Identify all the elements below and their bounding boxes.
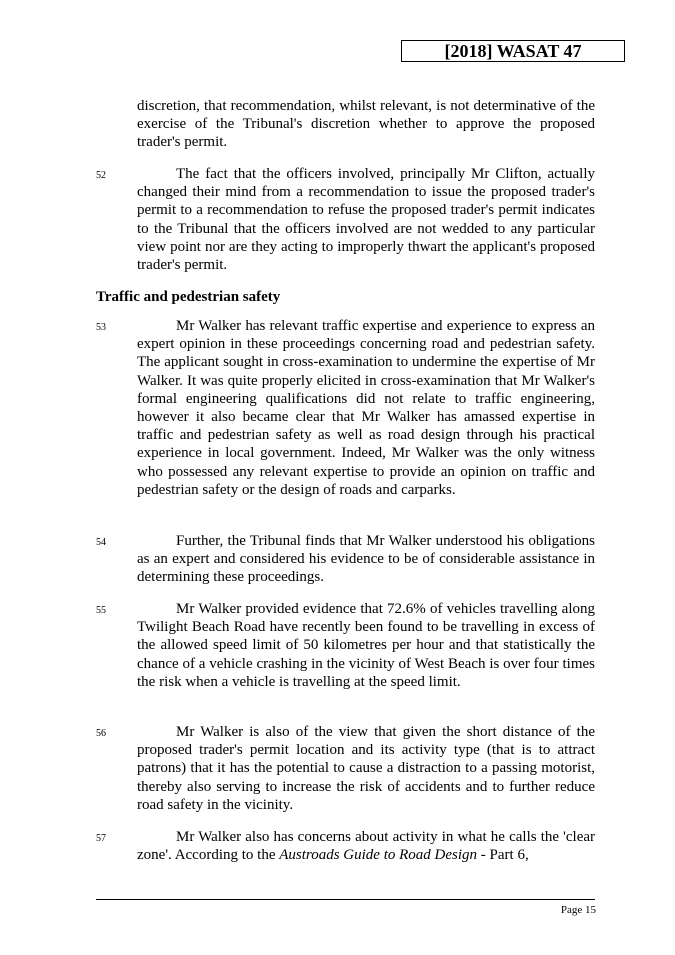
continuation-paragraph: discretion, that recommendation, whilst relevant, is not determinative of the exercise of the Tribunal's discretion whether to approve the proposed trader's permit. (137, 98, 595, 151)
paragraph-number: 52 (96, 170, 106, 181)
paragraph-text (137, 828, 595, 864)
paragraph-text: Mr Walker is also of the view that given the short distance of the proposed trader's permit location and its activity type (that is to attract patrons) that it has the potential to cause a distraction to a passing motorist, thereby also serving to increase the risk of accidents and to further reduce road safety in the vicinity. (137, 724, 595, 813)
paragraph-number: 57 (96, 833, 106, 844)
paragraph-text: Mr Walker provided evidence that 72.6% of vehicles travelling along Twilight Beach Road have recently been found to be travelling in excess of the allowed speed limit of 50 kilometres per hour and that statistically the chance of a vehicle crashing in the vicinity of West Beach is over four times the risk when a vehicle is travelling at the speed limit. (137, 601, 595, 690)
case-citation: [2018] WASAT 47 (444, 41, 582, 61)
paragraph-number: 54 (96, 537, 106, 548)
paragraph-text: Mr Walker has relevant traffic expertise and experience to express an expert opinion in these proceedings concerning road and pedestrian safety. The applicant sought in cross-examination to undermine the expertise of Mr Walker. It was quite properly elicited in cross-examination that Mr Walker's formal engineering qualifications did not relate to traffic engineering, however it also became clear that Mr Walker has amassed expertise in traffic and pedestrian safety as well as road design through his practical experience in local government. Indeed, Mr Walker was the only witness who possessed any relevant expertise to provide an opinion on traffic and pedestrian safety or the design of roads and carparks. (137, 318, 595, 498)
section-heading: Traffic and pedestrian safety (96, 289, 281, 305)
page-number: Page 15 (560, 904, 596, 916)
paragraph-text: The fact that the officers involved, principally Mr Clifton, actually changed their mind from a recommendation to issue the proposed trader's permit to a recommendation to refuse the proposed trader's permit indicates to the Tribunal that the officers involved are not wedded to any particular view point nor are they acting to improperly thwart the applicant's proposed trader's permit. (137, 166, 595, 274)
footer-rule (96, 899, 595, 900)
paragraph-number: 56 (96, 728, 106, 739)
paragraph-text-part: - Part 6, (477, 847, 529, 864)
paragraph-number: 55 (96, 605, 106, 616)
paragraph-text: Further, the Tribunal finds that Mr Walker understood his obligations as an expert and considered his evidence to be of considerable assistance in determining these proceedings. (137, 533, 595, 586)
paragraph-text-part: Mr Walker also has concerns about activity in what he calls the 'clear zone'. According to the (137, 829, 595, 864)
case-citation-box (401, 40, 625, 62)
paragraph-number: 53 (96, 322, 106, 333)
publication-title: Austroads Guide to Road Design (279, 847, 478, 864)
